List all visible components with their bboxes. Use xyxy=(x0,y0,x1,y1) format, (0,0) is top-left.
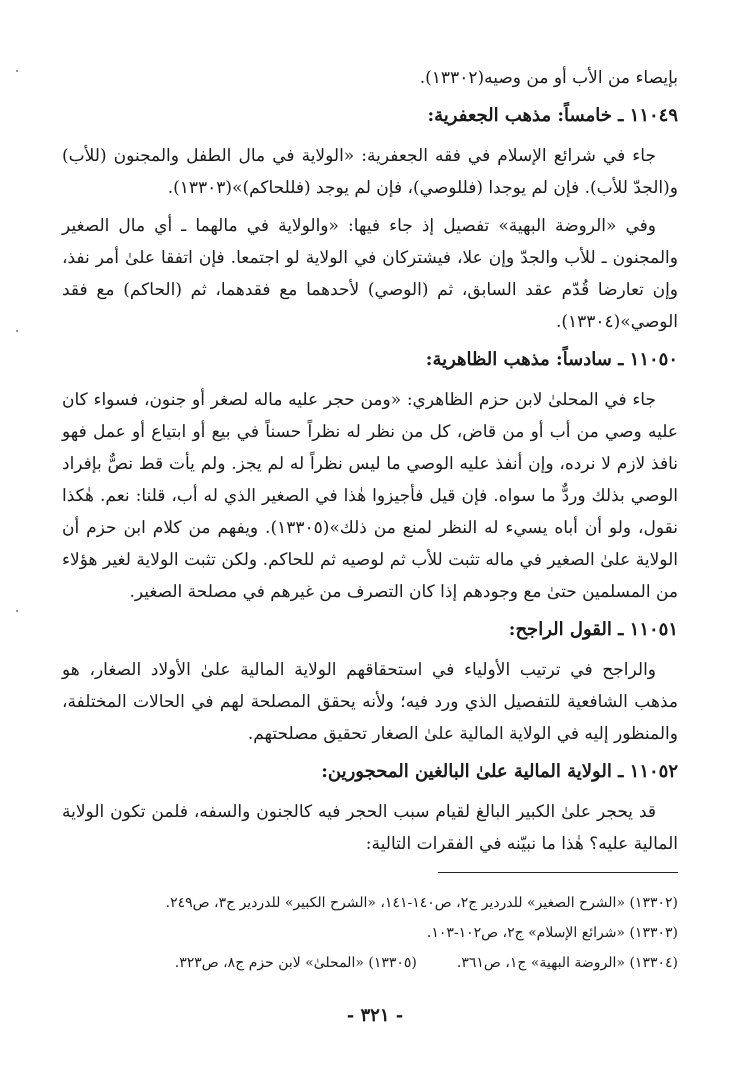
section-heading-preferred-view: ١١٠٥١ ـ القول الراجح: xyxy=(508,619,678,640)
paragraph: جاء في المحلىٰ لابن حزم الظاهري: «ومن حجر عليه ماله لصغر أو جنون، فسواء كان عليه وصي من أب أو من قاض، كل من نظر له نظراً حسناً في بيع أو ابتياع أو عمل فهو نافذ لازم لا نرده، وإن أنفذ عليه الوصي ما ليس نظراً له لم يجز. ولم يأت قط نصٌّ بإفراد الوصي بذلك وردٌّ ما سواه. فإن قيل فأجيزوا هٰذا في الصغير الذي له أب، قلنا: نعم. هٰكذا نقول، ولو أن أباه يسيء له النظر لمنع من ذلك»(١٣٣٠٥). ويفهم من كلام ابن حزم أن الولاية علىٰ الصغير في ماله تثبت للأب ثم لوصيه ثم للحاكم. ولكن تثبت الولاية لغير هؤلاء من المسلمين حتىٰ مع وجودهم إذا كان التصرف من غيرهم في مصلحة الصغير. xyxy=(62,390,679,602)
footnote-row xyxy=(62,948,678,978)
page-number: - ٣٢١ - xyxy=(346,1005,404,1026)
footnote: (١٣٣٠٥) «المحلىٰ» لابن حزم ج٨، ص٣٢٣. xyxy=(174,955,417,971)
footnotes xyxy=(62,888,678,978)
section-heading-zahiriya: ١١٠٥٠ ـ سادساً: مذهب الظاهرية: xyxy=(425,349,678,370)
paragraph: والراجح في ترتيب الأولياء في استحقاقهم الولاية المالية علىٰ الأولاد الصغار، هو مذهب الشافعية للتفصيل الذي ورد فيه؛ ولأنه يحقق المصلحة لهم في الحالات المختلفة، والمنظور إليه في الولاية المالية علىٰ الصغار تحقيق مصلحتهم. xyxy=(62,660,678,744)
paragraph-continuation: بإيصاء من الأب أو من وصيه(١٣٣٠٢). xyxy=(419,68,678,88)
section-heading-jafariya: ١١٠٤٩ ـ خامساً: مذهب الجعفرية: xyxy=(427,105,678,126)
scan-mark xyxy=(16,70,18,72)
paragraph: قد يحجر علىٰ الكبير البالغ لقيام سبب الحجر فيه كالجنون والسفه، فلمن تكون الولاية المالية عليه؟ هٰذا ما نبيّنه في الفقرات التالية: xyxy=(62,802,678,854)
scan-mark xyxy=(16,330,18,332)
paragraph: جاء في شرائع الإسلام في فقه الجعفرية: «الولاية في مال الطفل والمجنون (للأب) و(الجدّ للأب). فإن لم يوجدا (فللوصي)، فإن لم يوجد (فللحاكم)»(١٣٣٠٣). xyxy=(62,146,678,198)
footnote: (١٣٣٠٢) «الشرح الصغير» للدردير ج٢، ص١٤٠-١٤١، «الشرح الكبير» للدردير ج٣، ص٢٤٩. xyxy=(165,895,678,911)
paragraph: وفي «الروضة البهية» تفصيل إذ جاء فيها: «والولاية في مالهما ـ أي مال الصغير والمجنون ـ للأب والجدّ وإن علا، فيشتركان في الولاية لو اجتمعا. فإن اتفقا علىٰ أمر نفذ، وإن تعارضا قُدّم عقد السابق، ثم (الوصي) لأحدهما مع فقدهما، ثم (الحاكم) مع فقد الوصي»(١٣٣٠٤). xyxy=(62,216,678,332)
section-heading-adults-guardianship: ١١٠٥٢ ـ الولاية المالية علىٰ البالغين المحجورين: xyxy=(321,761,678,782)
main-text xyxy=(62,62,678,866)
footnote-separator xyxy=(438,872,678,873)
footnote: (١٣٣٠٤) «الروضة البهية» ج١، ص٣٦١. xyxy=(456,955,678,971)
scan-mark xyxy=(16,610,18,612)
footnote: (١٣٣٠٣) «شرائع الإسلام» ج٢، ص١٠٢-١٠٣. xyxy=(426,925,678,941)
